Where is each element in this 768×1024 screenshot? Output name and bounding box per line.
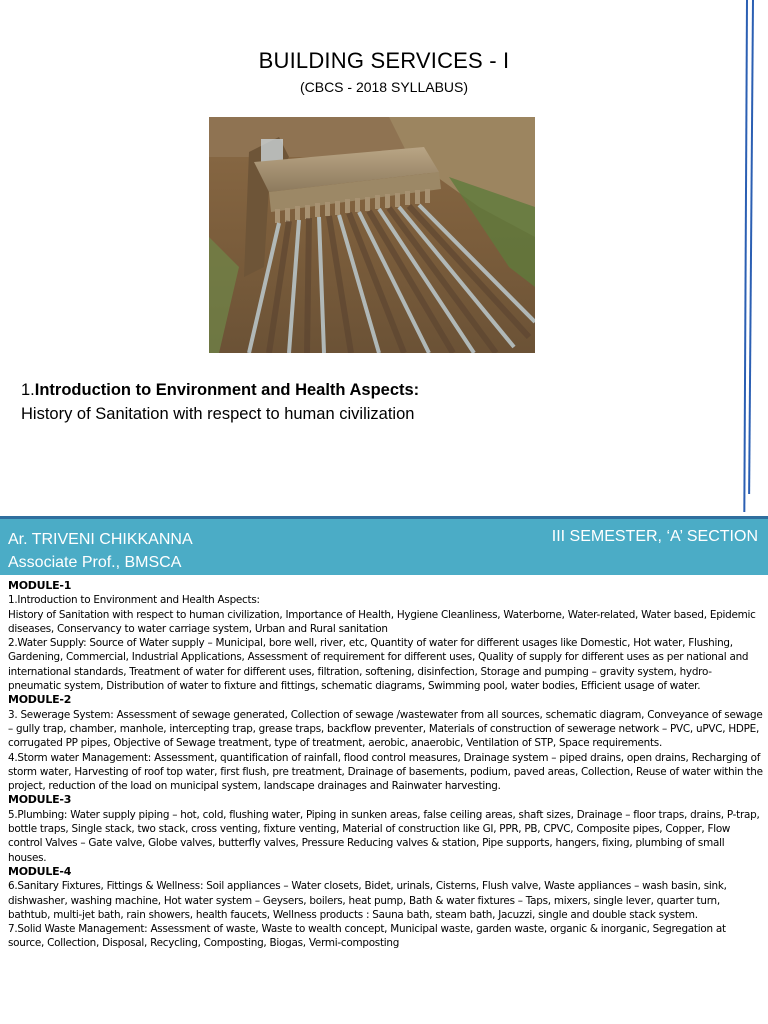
syllabus-paragraph: 3. Sewerage System: Assessment of sewage generated, Collection of sewage /wastewater from all sources, schematic diagram, Conveyance of sewage – gully trap, chamber, manhole, intercepting trap, grease traps, backflow preventer, Materials of construction of sewerage network – PVC, uPVC, HDPE, corrugated PP pipes, Objective of Sewage treatment, type of treatment, aerobic, anaerobic, Ventilation of STP, Space requirements. [8, 708, 763, 750]
intro-heading-text: Introduction to Environment and Health Aspects: [34, 381, 420, 399]
syllabus-paragraph: 2.Water Supply: Source of Water supply – Municipal, bore well, river, etc, Quantity of water for different usages like Domestic, Hot water, Flushing, Gardening, Commercial, Industrial Applications, Assessment of requirement for different uses, Quality of supply for different uses as per national and international standards, Treatment of water for different uses, filtration, softening, disinfection, Storage and pumping – gravity system, hydro-pneumatic system, Distribution of water to fixture and fittings, schematic diagrams, Swimming pool, water bodies, Efficient usage of water. [8, 637, 749, 693]
author-name: Ar. TRIVENI CHIKKANNA [8, 531, 193, 548]
semester-label: III SEMESTER, ‘A’ SECTION [551, 528, 758, 545]
syllabus-text [8, 579, 764, 1024]
decorative-line [748, 0, 754, 494]
syllabus-paragraph: 5.Plumbing: Water supply piping – hot, cold, flushing water, Piping in sunken areas, false ceiling areas, shaft sizes, Drainage – floor traps, drains, P-trap, bottle traps, Single stack, two stack, cross venting, fixture venting, Material of construction like GI, PPR, PB, CPVC, Composite pipes, Copper, Flow control Valves – Gate valve, Globe valves, butterfly valves, Pressure Reducing valves & station, Pipe supports, hangers, fixing, plumbing of small houses. [8, 808, 760, 864]
author-info [8, 528, 193, 574]
intro-line: History of Sanitation with respect to human civilization [21, 405, 415, 423]
module-heading: MODULE-4 [8, 864, 72, 878]
page-subtitle: (CBCS - 2018 SYLLABUS) [299, 79, 469, 95]
decorative-line [743, 0, 748, 512]
syllabus-paragraph: 7.Solid Waste Management: Assessment of waste, Waste to wealth concept, Municipal waste, garden waste, organic & inorganic, Segregation at source, Collection, Disposal, Recycling, Composting, Biogas, Vermi-composting [8, 923, 726, 950]
syllabus-paragraph: 6.Sanitary Fixtures, Fittings & Wellness: Soil appliances – Water closets, Bidet, urinals, Cisterns, Flush valve, Waste appliances – wash basin, sink, dishwasher, washing machine, Hot water system – Geysers, boilers, heat pump, Bath & water fixtures – Taps, mixers, single lever, quarter turn, bathtub, multi-jet bath, rain showers, health faucets, Wellness products : Sauna bath, steam bath, Jacuzzi, single and double stack system. [8, 880, 727, 921]
module-heading: MODULE-2 [8, 693, 72, 707]
intro-number: 1. [21, 381, 35, 399]
author-band [0, 516, 768, 575]
author-title: Associate Prof., BMSCA [8, 554, 182, 571]
module-heading: MODULE-1 [8, 579, 72, 592]
syllabus-paragraph: 1.Introduction to Environment and Health Aspects: [8, 594, 260, 607]
page-title: BUILDING SERVICES - I [258, 48, 510, 73]
syllabus-paragraph: 4.Storm water Management: Assessment, quantification of rainfall, flood control measures, Drainage system – piped drains, open drains, Recharging of storm water, Harvesting of roof top water, first flush, pre treatment, Drainage of basements, podium, paved areas, Collection, Reuse of water within the project, reduction of the load on municipal system, landscape drainages and Rainwater harvesting. [8, 751, 763, 793]
module-heading: MODULE-3 [8, 793, 72, 807]
irrigation-channel-photo [209, 117, 535, 353]
intro-heading [21, 381, 419, 400]
syllabus-paragraph: History of Sanitation with respect to human civilization, Importance of Health, Hygiene Cleanliness, Waterborne, Water-related, Water based, Epidemic diseases, Conservancy to water carriage system, Urban and Rural sanitation [8, 608, 756, 635]
